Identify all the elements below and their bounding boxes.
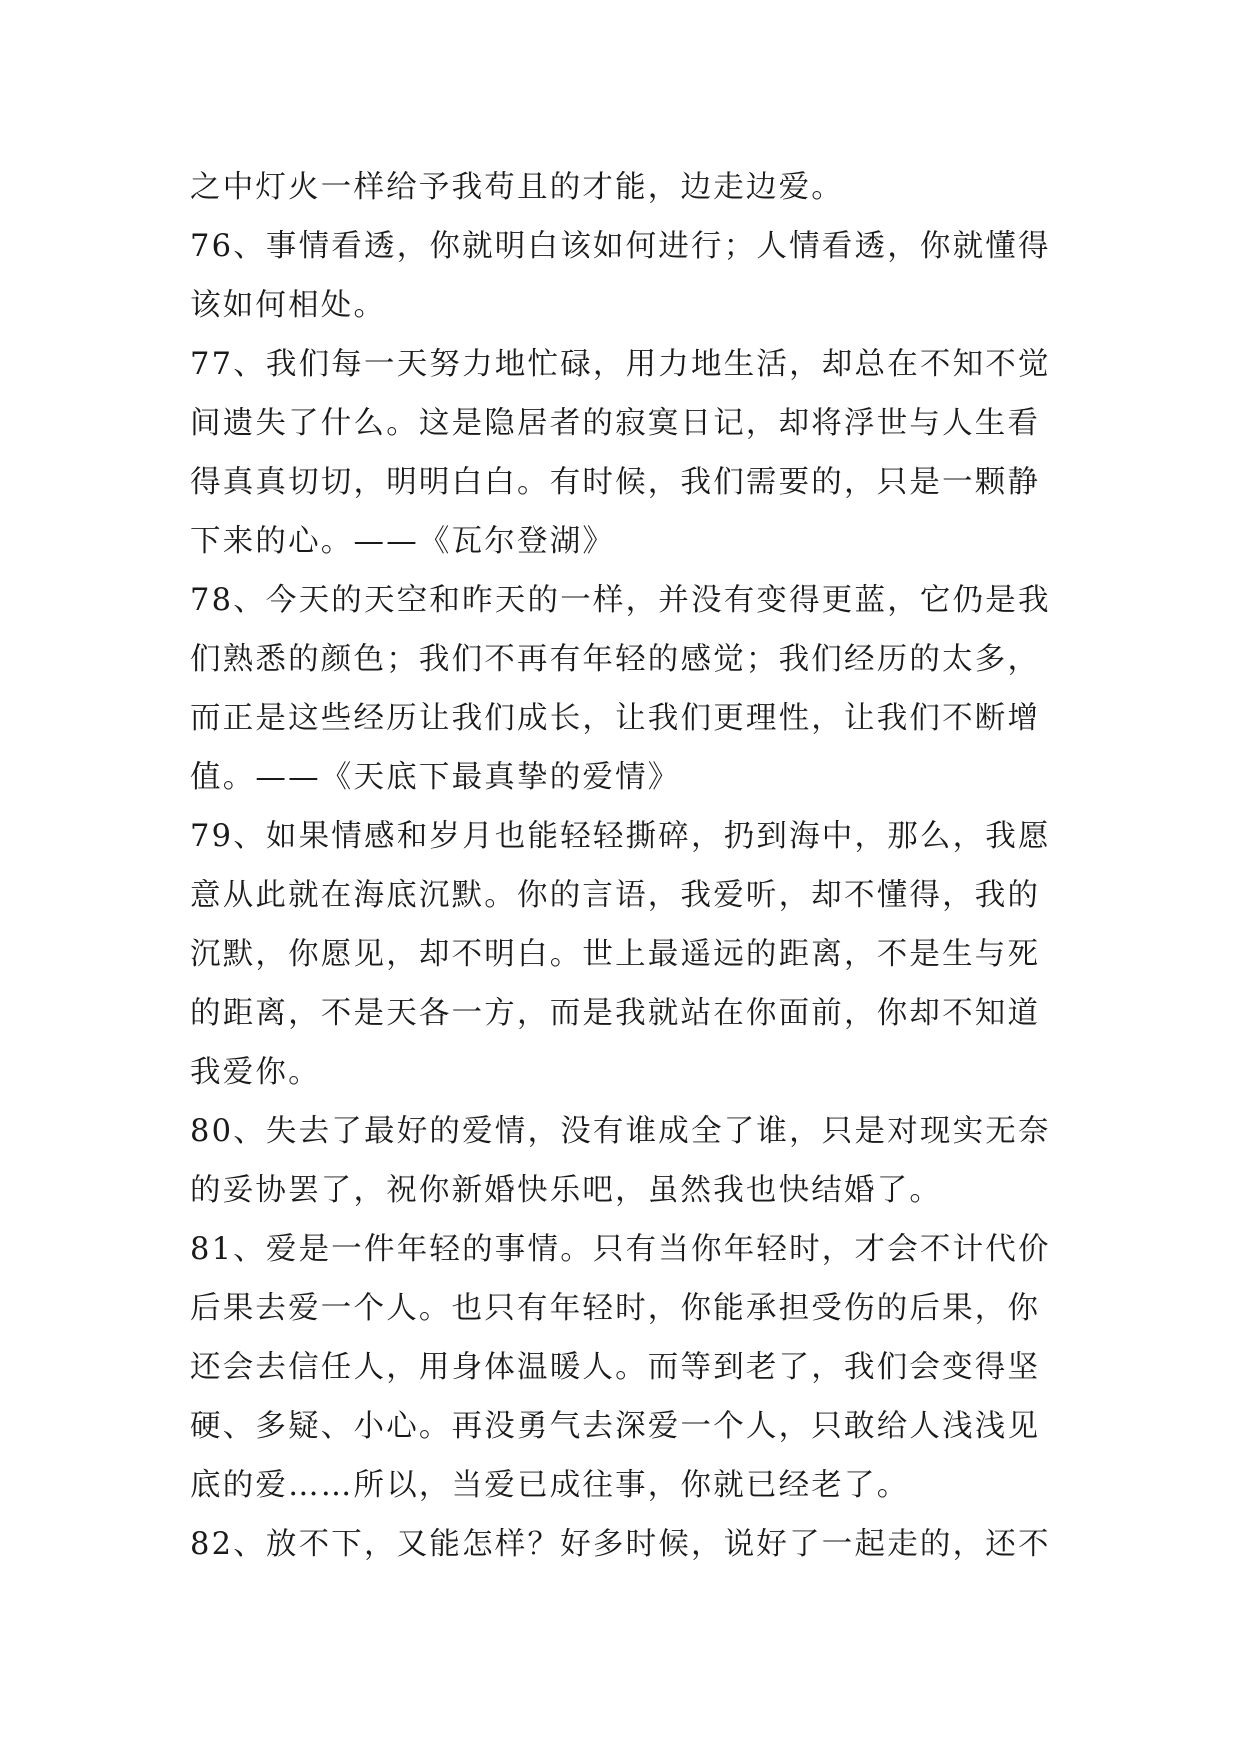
text-line: 下来的心。——《瓦尔登湖》 [190,524,616,559]
text-line: 还会去信任人，用身体温暖人。而等到老了，我们会变得坚 [190,1350,1041,1385]
text-line: 值。——《天底下最真挚的爱情》 [190,760,681,795]
text-line: 78、今天的天空和昨天的一样，并没有变得更蓝，它仍是我 [190,583,1051,618]
text-line: 后果去爱一个人。也只有年轻时，你能承担受伤的后果，你 [190,1291,1041,1326]
text-line: 82、放不下，又能怎样？好多时候，说好了一起走的，还不 [190,1527,1051,1562]
text-line: 80、失去了最好的爱情，没有谁成全了谁，只是对现实无奈 [190,1114,1051,1149]
text-line: 79、如果情感和岁月也能轻轻撕碎，扔到海中，那么，我愿 [190,819,1051,854]
text-line: 之中灯火一样给予我苟且的才能，边走边爱。 [190,170,844,205]
text-line: 我爱你。 [190,1055,321,1090]
text-line: 而正是这些经历让我们成长，让我们更理性，让我们不断增 [190,701,1041,736]
text-line: 的妥协罢了，祝你新婚快乐吧，虽然我也快结婚了。 [190,1173,943,1208]
text-line: 77、我们每一天努力地忙碌，用力地生活，却总在不知不觉 [190,347,1051,382]
text-line: 意从此就在海底沉默。你的言语，我爱听，却不懂得，我的 [190,878,1041,913]
text-line: 间遗失了什么。这是隐居者的寂寞日记，却将浮世与人生看 [190,406,1041,441]
text-line: 硬、多疑、小心。再没勇气去深爱一个人，只敢给人浅浅见 [190,1409,1041,1444]
text-line: 得真真切切，明明白白。有时候，我们需要的，只是一颗静 [190,465,1041,500]
text-line: 76、事情看透，你就明白该如何进行；人情看透，你就懂得 [190,229,1051,264]
text-line: 底的爱……所以，当爱已成往事，你就已经老了。 [190,1468,910,1503]
document-body [190,158,1070,1574]
text-line: 该如何相处。 [190,288,387,323]
text-line: 的距离，不是天各一方，而是我就站在你面前，你却不知道 [190,996,1041,1031]
text-line: 81、爱是一件年轻的事情。只有当你年轻时，才会不计代价 [190,1232,1051,1267]
text-line: 沉默，你愿见，却不明白。世上最遥远的距离，不是生与死 [190,937,1041,972]
text-line: 们熟悉的颜色；我们不再有年轻的感觉；我们经历的太多， [190,642,1041,677]
